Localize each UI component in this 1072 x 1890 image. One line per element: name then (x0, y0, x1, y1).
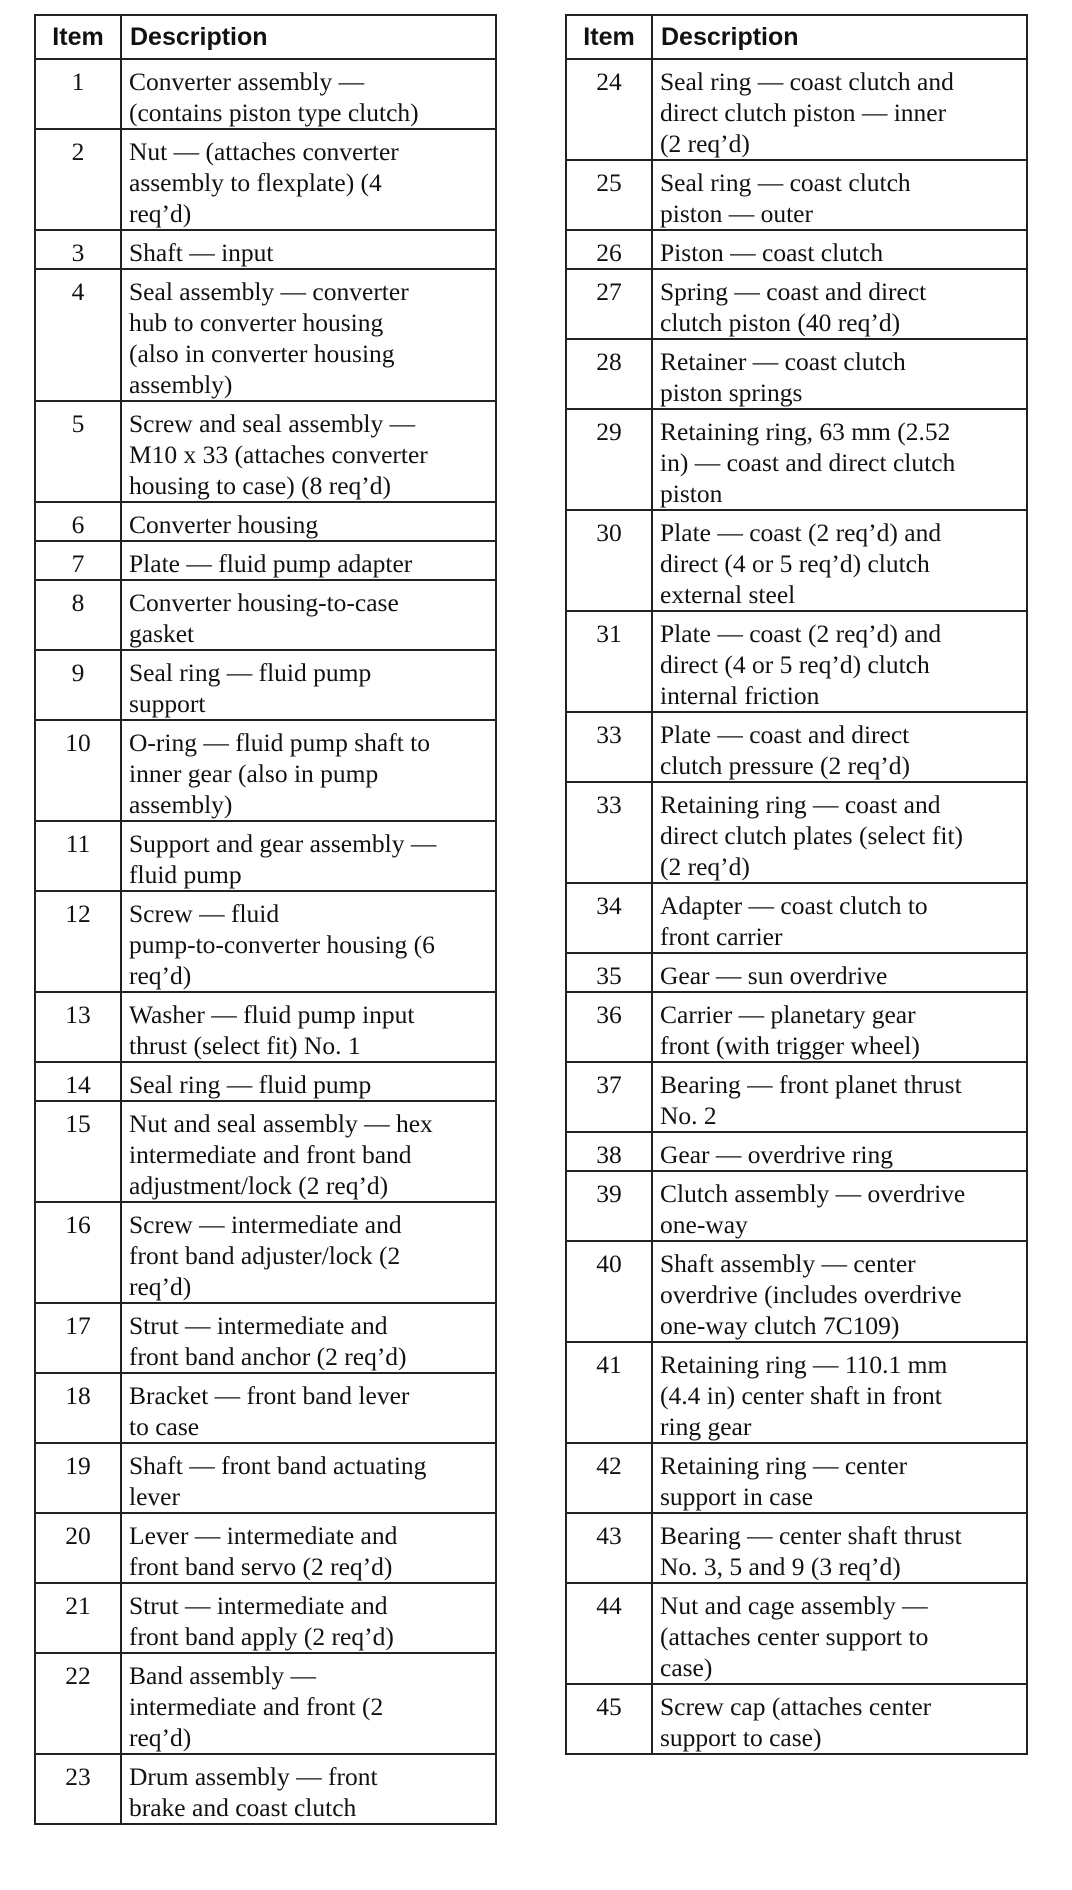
item-number: 10 (35, 720, 121, 821)
table-row (35, 650, 496, 720)
item-description: Piston — coast clutch (652, 230, 1027, 269)
item-description: Retaining ring, 63 mm (2.52 in) — coast and direct clutch piston (652, 409, 1027, 510)
item-number: 12 (35, 891, 121, 992)
item-description: Nut and cage assembly — (attaches center support to case) (652, 1583, 1027, 1684)
item-description: Lever — intermediate and front band servo (2 req’d) (121, 1513, 496, 1583)
item-description: Retaining ring — coast and direct clutch plates (select fit) (2 req’d) (652, 782, 1027, 883)
item-description: Plate — coast (2 req’d) and direct (4 or 5 req’d) clutch external steel (652, 510, 1027, 611)
item-description: Washer — fluid pump input thrust (select fit) No. 1 (121, 992, 496, 1062)
item-description: Retaining ring — 110.1 mm (4.4 in) center shaft in front ring gear (652, 1342, 1027, 1443)
header-row (566, 15, 1027, 59)
item-description: Converter housing-to-case gasket (121, 580, 496, 650)
item-description: Converter housing (121, 502, 496, 541)
table-row (35, 1443, 496, 1513)
item-number: 18 (35, 1373, 121, 1443)
table-row (566, 269, 1027, 339)
item-description: Seal ring — coast clutch and direct clutch piston — inner (2 req’d) (652, 59, 1027, 160)
parts-table-right (565, 14, 1028, 1755)
table-row (35, 821, 496, 891)
table-row (566, 1171, 1027, 1241)
item-description: Seal assembly — converter hub to converter housing (also in converter housing assembly) (121, 269, 496, 401)
item-description: Bearing — front planet thrust No. 2 (652, 1062, 1027, 1132)
table-row (566, 160, 1027, 230)
item-description: Bracket — front band lever to case (121, 1373, 496, 1443)
table-row (35, 891, 496, 992)
item-number: 36 (566, 992, 652, 1062)
table-row (35, 1583, 496, 1653)
item-description: Seal ring — fluid pump (121, 1062, 496, 1101)
item-number: 39 (566, 1171, 652, 1241)
item-description: Clutch assembly — overdrive one-way (652, 1171, 1027, 1241)
table-row (566, 953, 1027, 992)
header-row (35, 15, 496, 59)
item-number: 24 (566, 59, 652, 160)
item-description: Gear — overdrive ring (652, 1132, 1027, 1171)
table-row (35, 1062, 496, 1101)
item-description: Nut — (attaches converter assembly to flexplate) (4 req’d) (121, 129, 496, 230)
table-row (35, 502, 496, 541)
table-row (35, 1754, 496, 1824)
table-row (566, 510, 1027, 611)
item-description: Retaining ring — center support in case (652, 1443, 1027, 1513)
table-row (35, 129, 496, 230)
item-number: 34 (566, 883, 652, 953)
item-number: 25 (566, 160, 652, 230)
table-row (566, 611, 1027, 712)
item-number: 31 (566, 611, 652, 712)
item-number: 3 (35, 230, 121, 269)
item-number: 16 (35, 1202, 121, 1303)
item-description: Strut — intermediate and front band apply (2 req’d) (121, 1583, 496, 1653)
item-number: 7 (35, 541, 121, 580)
item-number: 5 (35, 401, 121, 502)
item-column-header: Item (566, 15, 652, 59)
table-row (35, 1653, 496, 1754)
item-number: 33 (566, 712, 652, 782)
parts-list-left (35, 59, 496, 1824)
item-description: O-ring — fluid pump shaft to inner gear (also in pump assembly) (121, 720, 496, 821)
item-number: 23 (35, 1754, 121, 1824)
item-description: Adapter — coast clutch to front carrier (652, 883, 1027, 953)
parts-table-left (34, 14, 497, 1825)
item-number: 8 (35, 580, 121, 650)
table-row (35, 580, 496, 650)
item-description: Plate — coast (2 req’d) and direct (4 or 5 req’d) clutch internal friction (652, 611, 1027, 712)
item-description: Bearing — center shaft thrust No. 3, 5 and 9 (3 req’d) (652, 1513, 1027, 1583)
item-number: 1 (35, 59, 121, 129)
table-row (566, 883, 1027, 953)
table-row (566, 992, 1027, 1062)
table-row (566, 1241, 1027, 1342)
item-number: 21 (35, 1583, 121, 1653)
item-number: 43 (566, 1513, 652, 1583)
item-description: Nut and seal assembly — hex intermediate and front band adjustment/lock (2 req’d) (121, 1101, 496, 1202)
table-row (566, 1342, 1027, 1443)
description-column-header: Description (652, 15, 1027, 59)
item-description: Seal ring — fluid pump support (121, 650, 496, 720)
item-number: 17 (35, 1303, 121, 1373)
item-number: 41 (566, 1342, 652, 1443)
item-description: Converter assembly — (contains piston type clutch) (121, 59, 496, 129)
item-number: 14 (35, 1062, 121, 1101)
table-row (35, 1303, 496, 1373)
description-column-header: Description (121, 15, 496, 59)
item-number: 20 (35, 1513, 121, 1583)
item-number: 2 (35, 129, 121, 230)
table-row (35, 1373, 496, 1443)
item-number: 37 (566, 1062, 652, 1132)
table-row (566, 1132, 1027, 1171)
item-number: 38 (566, 1132, 652, 1171)
item-description: Shaft assembly — center overdrive (includes overdrive one-way clutch 7C109) (652, 1241, 1027, 1342)
parts-list-right (566, 59, 1027, 1754)
item-number: 40 (566, 1241, 652, 1342)
item-description: Screw — fluid pump-to-converter housing (6 req’d) (121, 891, 496, 992)
item-description: Strut — intermediate and front band anchor (2 req’d) (121, 1303, 496, 1373)
table-row (35, 1202, 496, 1303)
item-column-header: Item (35, 15, 121, 59)
item-number: 4 (35, 269, 121, 401)
item-description: Screw — intermediate and front band adjuster/lock (2 req’d) (121, 1202, 496, 1303)
item-description: Seal ring — coast clutch piston — outer (652, 160, 1027, 230)
table-row (35, 720, 496, 821)
item-number: 15 (35, 1101, 121, 1202)
item-description: Spring — coast and direct clutch piston (40 req’d) (652, 269, 1027, 339)
item-number: 44 (566, 1583, 652, 1684)
table-row (566, 1583, 1027, 1684)
item-description: Shaft — front band actuating lever (121, 1443, 496, 1513)
item-description: Drum assembly — front brake and coast clutch (121, 1754, 496, 1824)
item-description: Plate — coast and direct clutch pressure (2 req’d) (652, 712, 1027, 782)
item-number: 30 (566, 510, 652, 611)
item-description: Plate — fluid pump adapter (121, 541, 496, 580)
table-row (566, 782, 1027, 883)
table-row (566, 1513, 1027, 1583)
table-row (566, 1443, 1027, 1513)
item-description: Shaft — input (121, 230, 496, 269)
item-number: 9 (35, 650, 121, 720)
item-number: 33 (566, 782, 652, 883)
table-row (35, 992, 496, 1062)
table-row (566, 1062, 1027, 1132)
item-number: 6 (35, 502, 121, 541)
item-number: 11 (35, 821, 121, 891)
item-number: 45 (566, 1684, 652, 1754)
item-number: 26 (566, 230, 652, 269)
table-row (566, 409, 1027, 510)
item-number: 19 (35, 1443, 121, 1513)
item-description: Carrier — planetary gear front (with trigger wheel) (652, 992, 1027, 1062)
item-description: Support and gear assembly — fluid pump (121, 821, 496, 891)
item-description: Gear — sun overdrive (652, 953, 1027, 992)
table-row (35, 401, 496, 502)
table-row (35, 269, 496, 401)
item-description: Retainer — coast clutch piston springs (652, 339, 1027, 409)
item-number: 22 (35, 1653, 121, 1754)
table-row (35, 1101, 496, 1202)
table-row (35, 59, 496, 129)
table-row (35, 541, 496, 580)
item-description: Band assembly — intermediate and front (2 req’d) (121, 1653, 496, 1754)
table-row (566, 230, 1027, 269)
table-row (566, 1684, 1027, 1754)
table-row (566, 712, 1027, 782)
item-number: 29 (566, 409, 652, 510)
item-number: 28 (566, 339, 652, 409)
table-row (35, 230, 496, 269)
table-row (35, 1513, 496, 1583)
item-number: 35 (566, 953, 652, 992)
table-row (566, 59, 1027, 160)
item-number: 42 (566, 1443, 652, 1513)
item-number: 13 (35, 992, 121, 1062)
item-description: Screw and seal assembly — M10 x 33 (attaches converter housing to case) (8 req’d) (121, 401, 496, 502)
table-row (566, 339, 1027, 409)
item-number: 27 (566, 269, 652, 339)
item-description: Screw cap (attaches center support to case) (652, 1684, 1027, 1754)
